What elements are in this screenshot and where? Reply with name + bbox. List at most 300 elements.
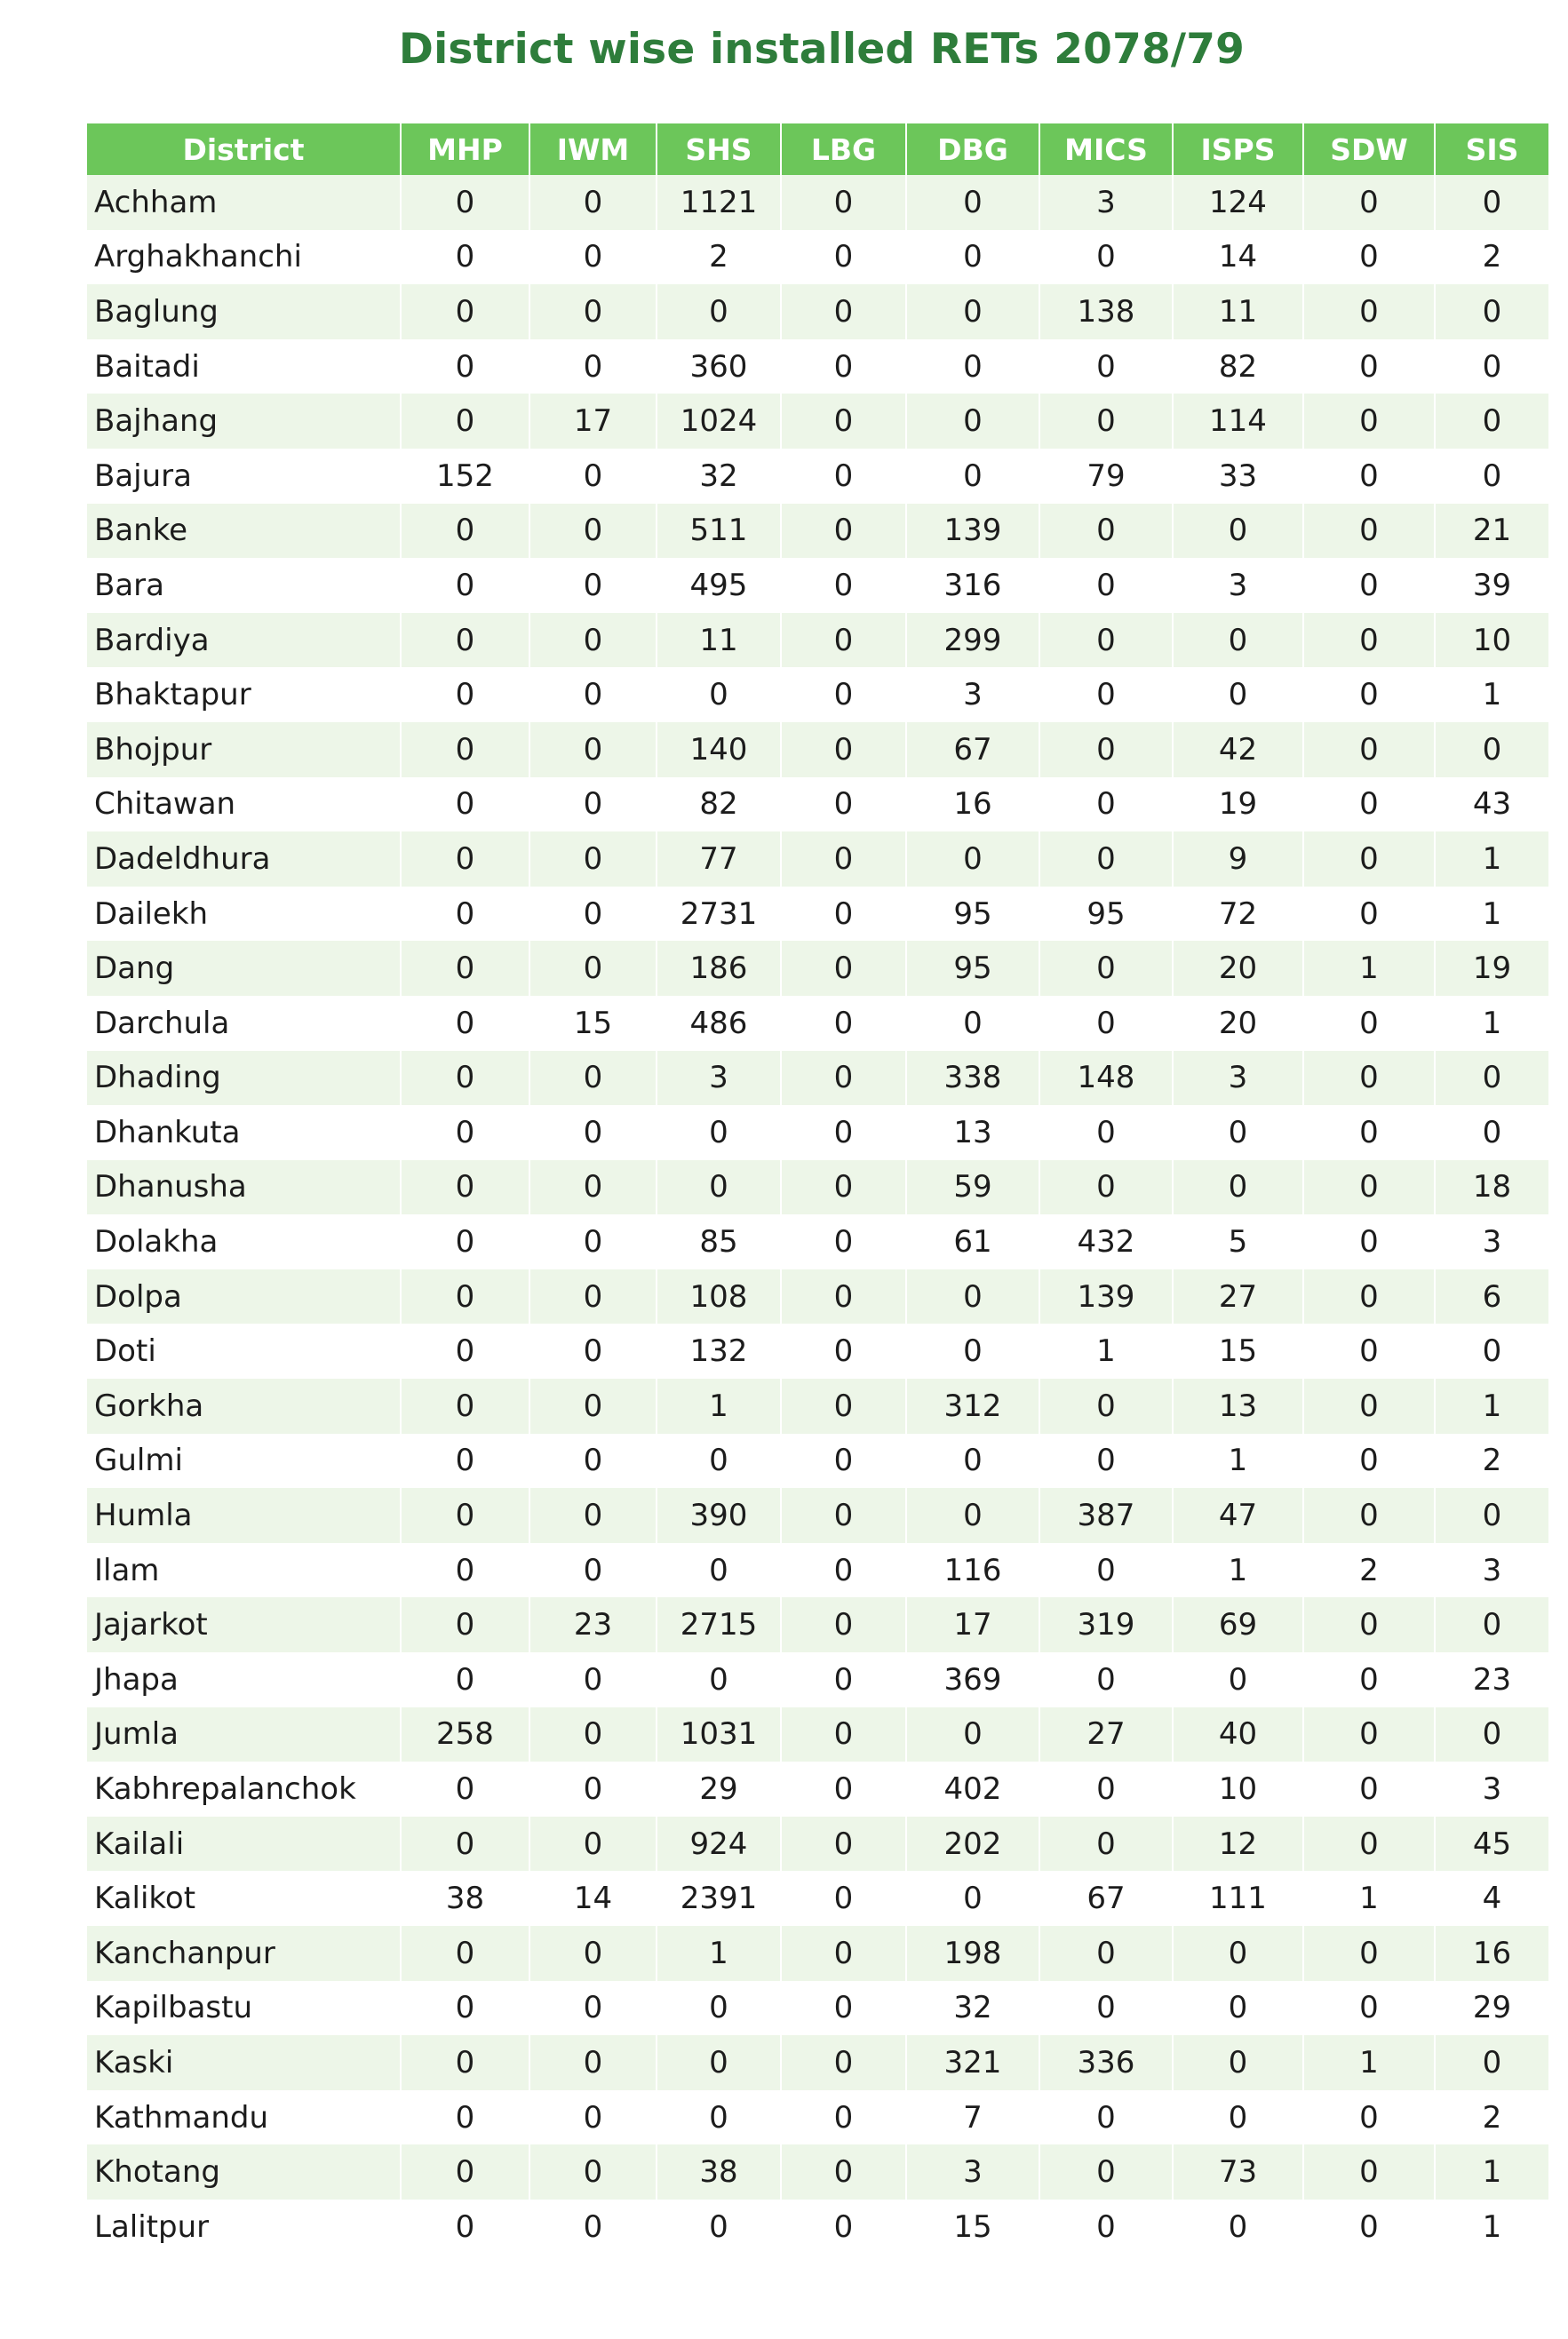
value-cell-dbg: 7 (906, 2090, 1039, 2145)
value-cell-sis: 18 (1435, 1160, 1548, 1215)
value-cell-sis: 10 (1435, 613, 1548, 668)
district-cell: Jumla (87, 1707, 401, 1762)
column-header-mhp: MHP (401, 123, 529, 175)
value-cell-shs: 77 (657, 831, 781, 887)
table-row (87, 175, 1548, 230)
value-cell-lbg: 0 (781, 1051, 906, 1106)
value-cell-dbg: 61 (906, 1214, 1039, 1269)
table-row (87, 613, 1548, 668)
district-cell: Bhaktapur (87, 667, 401, 722)
value-cell-isps: 3 (1173, 558, 1303, 613)
table-row (87, 831, 1548, 887)
district-cell: Dhanusha (87, 1160, 401, 1215)
value-cell-iwm: 0 (529, 175, 657, 230)
table-row (87, 996, 1548, 1051)
value-cell-mhp: 0 (401, 777, 529, 832)
table-header-row (87, 123, 1548, 175)
value-cell-sdw: 0 (1303, 2090, 1435, 2145)
value-cell-mics: 0 (1039, 996, 1173, 1051)
value-cell-shs: 2391 (657, 1871, 781, 1926)
district-cell: Dang (87, 941, 401, 996)
value-cell-shs: 1 (657, 1926, 781, 1981)
table-row (87, 941, 1548, 996)
value-cell-dbg: 32 (906, 1981, 1039, 2036)
value-cell-sdw: 0 (1303, 394, 1435, 449)
district-cell: Gulmi (87, 1434, 401, 1489)
table-row (87, 1652, 1548, 1707)
value-cell-mics: 0 (1039, 1434, 1173, 1489)
value-cell-mics: 0 (1039, 230, 1173, 285)
value-cell-lbg: 0 (781, 613, 906, 668)
value-cell-dbg: 338 (906, 1051, 1039, 1106)
value-cell-iwm: 14 (529, 1871, 657, 1926)
value-cell-lbg: 0 (781, 996, 906, 1051)
value-cell-dbg: 402 (906, 1762, 1039, 1817)
value-cell-sis: 4 (1435, 1871, 1548, 1926)
district-cell: Dolpa (87, 1269, 401, 1325)
value-cell-lbg: 0 (781, 1652, 906, 1707)
value-cell-lbg: 0 (781, 831, 906, 887)
value-cell-iwm: 0 (529, 1214, 657, 1269)
value-cell-mhp: 0 (401, 284, 529, 339)
district-cell: Bardiya (87, 613, 401, 668)
value-cell-iwm: 17 (529, 394, 657, 449)
value-cell-iwm: 0 (529, 1324, 657, 1379)
value-cell-isps: 40 (1173, 1707, 1303, 1762)
value-cell-shs: 0 (657, 1434, 781, 1489)
value-cell-sdw: 0 (1303, 887, 1435, 942)
value-cell-lbg: 0 (781, 175, 906, 230)
value-cell-mhp: 38 (401, 1871, 529, 1926)
value-cell-mics: 0 (1039, 941, 1173, 996)
column-header-dbg: DBG (906, 123, 1039, 175)
value-cell-shs: 186 (657, 941, 781, 996)
value-cell-sis: 19 (1435, 941, 1548, 996)
value-cell-isps: 82 (1173, 339, 1303, 394)
table-row (87, 1597, 1548, 1652)
district-cell: Bhojpur (87, 722, 401, 777)
value-cell-shs: 38 (657, 2144, 781, 2200)
value-cell-sis: 1 (1435, 887, 1548, 942)
value-cell-sis: 45 (1435, 1817, 1548, 1872)
value-cell-iwm: 0 (529, 1051, 657, 1106)
value-cell-lbg: 0 (781, 2090, 906, 2145)
value-cell-lbg: 0 (781, 2144, 906, 2200)
value-cell-mics: 0 (1039, 1379, 1173, 1434)
value-cell-dbg: 0 (906, 831, 1039, 887)
value-cell-isps: 11 (1173, 284, 1303, 339)
value-cell-dbg: 0 (906, 1871, 1039, 1926)
value-cell-lbg: 0 (781, 449, 906, 504)
value-cell-sdw: 1 (1303, 2035, 1435, 2090)
value-cell-mhp: 0 (401, 1434, 529, 1489)
value-cell-isps: 5 (1173, 1214, 1303, 1269)
value-cell-mhp: 0 (401, 1981, 529, 2036)
value-cell-isps: 0 (1173, 1926, 1303, 1981)
value-cell-sdw: 0 (1303, 831, 1435, 887)
district-cell: Humla (87, 1488, 401, 1543)
value-cell-shs: 132 (657, 1324, 781, 1379)
value-cell-mics: 387 (1039, 1488, 1173, 1543)
value-cell-dbg: 0 (906, 1707, 1039, 1762)
value-cell-shs: 1024 (657, 394, 781, 449)
district-cell: Dolakha (87, 1214, 401, 1269)
value-cell-iwm: 0 (529, 941, 657, 996)
value-cell-lbg: 0 (781, 1488, 906, 1543)
table-row (87, 887, 1548, 942)
table-row (87, 1817, 1548, 1872)
value-cell-sdw: 0 (1303, 230, 1435, 285)
value-cell-lbg: 0 (781, 1597, 906, 1652)
table-row (87, 777, 1548, 832)
value-cell-shs: 0 (657, 1543, 781, 1598)
value-cell-sis: 0 (1435, 1324, 1548, 1379)
table-row (87, 2035, 1548, 2090)
value-cell-isps: 0 (1173, 1160, 1303, 1215)
value-cell-lbg: 0 (781, 1160, 906, 1215)
district-cell: Dadeldhura (87, 831, 401, 887)
value-cell-sis: 1 (1435, 996, 1548, 1051)
value-cell-mhp: 0 (401, 504, 529, 559)
value-cell-lbg: 0 (781, 1105, 906, 1160)
value-cell-iwm: 0 (529, 504, 657, 559)
value-cell-lbg: 0 (781, 339, 906, 394)
value-cell-sdw: 0 (1303, 1597, 1435, 1652)
value-cell-mhp: 0 (401, 996, 529, 1051)
value-cell-mics: 0 (1039, 1817, 1173, 1872)
district-cell: Achham (87, 175, 401, 230)
value-cell-dbg: 198 (906, 1926, 1039, 1981)
value-cell-sis: 21 (1435, 504, 1548, 559)
value-cell-dbg: 95 (906, 941, 1039, 996)
value-cell-lbg: 0 (781, 941, 906, 996)
value-cell-dbg: 321 (906, 2035, 1039, 2090)
value-cell-isps: 111 (1173, 1871, 1303, 1926)
value-cell-sis: 6 (1435, 1269, 1548, 1325)
value-cell-dbg: 0 (906, 449, 1039, 504)
district-cell: Gorkha (87, 1379, 401, 1434)
value-cell-sdw: 0 (1303, 1817, 1435, 1872)
district-cell: Kapilbastu (87, 1981, 401, 2036)
value-cell-sis: 1 (1435, 667, 1548, 722)
column-header-lbg: LBG (781, 123, 906, 175)
value-cell-mics: 336 (1039, 2035, 1173, 2090)
value-cell-sdw: 0 (1303, 2200, 1435, 2255)
value-cell-iwm: 0 (529, 1105, 657, 1160)
value-cell-mhp: 0 (401, 831, 529, 887)
value-cell-shs: 390 (657, 1488, 781, 1543)
column-header-mics: MICS (1039, 123, 1173, 175)
value-cell-lbg: 0 (781, 1324, 906, 1379)
value-cell-sdw: 0 (1303, 613, 1435, 668)
value-cell-shs: 3 (657, 1051, 781, 1106)
value-cell-isps: 14 (1173, 230, 1303, 285)
value-cell-iwm: 15 (529, 996, 657, 1051)
district-cell: Bara (87, 558, 401, 613)
value-cell-dbg: 67 (906, 722, 1039, 777)
value-cell-mics: 138 (1039, 284, 1173, 339)
value-cell-mhp: 0 (401, 722, 529, 777)
district-cell: Bajura (87, 449, 401, 504)
value-cell-isps: 13 (1173, 1379, 1303, 1434)
value-cell-sis: 3 (1435, 1543, 1548, 1598)
value-cell-sdw: 0 (1303, 339, 1435, 394)
value-cell-iwm: 0 (529, 1379, 657, 1434)
value-cell-sdw: 0 (1303, 175, 1435, 230)
value-cell-dbg: 316 (906, 558, 1039, 613)
value-cell-dbg: 3 (906, 667, 1039, 722)
value-cell-mics: 0 (1039, 831, 1173, 887)
value-cell-mics: 27 (1039, 1707, 1173, 1762)
ret-table (87, 123, 1548, 2255)
value-cell-lbg: 0 (781, 777, 906, 832)
value-cell-mics: 0 (1039, 2090, 1173, 2145)
value-cell-sdw: 0 (1303, 449, 1435, 504)
value-cell-shs: 2 (657, 230, 781, 285)
district-cell: Bajhang (87, 394, 401, 449)
value-cell-sdw: 0 (1303, 1269, 1435, 1325)
value-cell-mhp: 0 (401, 613, 529, 668)
value-cell-shs: 140 (657, 722, 781, 777)
value-cell-mhp: 0 (401, 1324, 529, 1379)
table-row (87, 2200, 1548, 2255)
value-cell-dbg: 17 (906, 1597, 1039, 1652)
value-cell-sdw: 0 (1303, 667, 1435, 722)
value-cell-shs: 2715 (657, 1597, 781, 1652)
table-row (87, 284, 1548, 339)
value-cell-isps: 42 (1173, 722, 1303, 777)
value-cell-mhp: 0 (401, 1543, 529, 1598)
value-cell-lbg: 0 (781, 1707, 906, 1762)
value-cell-dbg: 369 (906, 1652, 1039, 1707)
value-cell-sdw: 0 (1303, 1105, 1435, 1160)
value-cell-iwm: 0 (529, 777, 657, 832)
district-cell: Dhading (87, 1051, 401, 1106)
value-cell-sis: 1 (1435, 2144, 1548, 2200)
value-cell-isps: 114 (1173, 394, 1303, 449)
value-cell-sis: 0 (1435, 449, 1548, 504)
table-row (87, 1269, 1548, 1325)
value-cell-sis: 2 (1435, 1434, 1548, 1489)
district-cell: Kabhrepalanchok (87, 1762, 401, 1817)
value-cell-mhp: 0 (401, 2090, 529, 2145)
value-cell-isps: 0 (1173, 613, 1303, 668)
value-cell-mhp: 0 (401, 175, 529, 230)
table-row (87, 394, 1548, 449)
value-cell-mics: 0 (1039, 394, 1173, 449)
value-cell-mics: 0 (1039, 1652, 1173, 1707)
value-cell-shs: 360 (657, 339, 781, 394)
value-cell-mics: 79 (1039, 449, 1173, 504)
value-cell-isps: 124 (1173, 175, 1303, 230)
district-cell: Baitadi (87, 339, 401, 394)
district-cell: Chitawan (87, 777, 401, 832)
value-cell-sdw: 0 (1303, 504, 1435, 559)
value-cell-sis: 2 (1435, 230, 1548, 285)
value-cell-mics: 67 (1039, 1871, 1173, 1926)
value-cell-mhp: 0 (401, 2144, 529, 2200)
value-cell-mics: 95 (1039, 887, 1173, 942)
value-cell-sis: 3 (1435, 1214, 1548, 1269)
value-cell-iwm: 0 (529, 1926, 657, 1981)
value-cell-mhp: 0 (401, 941, 529, 996)
value-cell-mhp: 0 (401, 1105, 529, 1160)
value-cell-sis: 2 (1435, 2090, 1548, 2145)
value-cell-shs: 486 (657, 996, 781, 1051)
value-cell-dbg: 299 (906, 613, 1039, 668)
value-cell-mics: 0 (1039, 722, 1173, 777)
value-cell-mhp: 0 (401, 887, 529, 942)
value-cell-dbg: 202 (906, 1817, 1039, 1872)
value-cell-isps: 9 (1173, 831, 1303, 887)
value-cell-iwm: 0 (529, 1707, 657, 1762)
value-cell-isps: 0 (1173, 504, 1303, 559)
value-cell-lbg: 0 (781, 1269, 906, 1325)
value-cell-isps: 1 (1173, 1543, 1303, 1598)
column-header-isps: ISPS (1173, 123, 1303, 175)
table-row (87, 667, 1548, 722)
value-cell-sdw: 0 (1303, 1488, 1435, 1543)
value-cell-shs: 108 (657, 1269, 781, 1325)
value-cell-shs: 29 (657, 1762, 781, 1817)
value-cell-mics: 0 (1039, 2200, 1173, 2255)
value-cell-sis: 16 (1435, 1926, 1548, 1981)
district-cell: Banke (87, 504, 401, 559)
value-cell-isps: 73 (1173, 2144, 1303, 2200)
district-cell: Kanchanpur (87, 1926, 401, 1981)
value-cell-lbg: 0 (781, 1214, 906, 1269)
value-cell-sis: 0 (1435, 394, 1548, 449)
value-cell-iwm: 0 (529, 1160, 657, 1215)
value-cell-isps: 19 (1173, 777, 1303, 832)
value-cell-iwm: 0 (529, 1269, 657, 1325)
value-cell-lbg: 0 (781, 722, 906, 777)
value-cell-mhp: 0 (401, 1652, 529, 1707)
value-cell-mics: 0 (1039, 667, 1173, 722)
table-row (87, 449, 1548, 504)
value-cell-mics: 0 (1039, 1160, 1173, 1215)
table-row (87, 339, 1548, 394)
value-cell-sdw: 0 (1303, 1324, 1435, 1379)
value-cell-iwm: 0 (529, 339, 657, 394)
value-cell-iwm: 0 (529, 284, 657, 339)
value-cell-iwm: 23 (529, 1597, 657, 1652)
district-cell: Darchula (87, 996, 401, 1051)
table-row (87, 1926, 1548, 1981)
value-cell-dbg: 0 (906, 996, 1039, 1051)
district-cell: Kailali (87, 1817, 401, 1872)
value-cell-isps: 27 (1173, 1269, 1303, 1325)
value-cell-lbg: 0 (781, 1762, 906, 1817)
value-cell-sis: 0 (1435, 284, 1548, 339)
table-row (87, 2144, 1548, 2200)
value-cell-shs: 11 (657, 613, 781, 668)
value-cell-mhp: 0 (401, 1597, 529, 1652)
value-cell-iwm: 0 (529, 1762, 657, 1817)
table-row (87, 1214, 1548, 1269)
value-cell-mics: 0 (1039, 1105, 1173, 1160)
value-cell-dbg: 0 (906, 339, 1039, 394)
value-cell-mics: 148 (1039, 1051, 1173, 1106)
table-row (87, 1379, 1548, 1434)
value-cell-lbg: 0 (781, 558, 906, 613)
value-cell-mics: 0 (1039, 1762, 1173, 1817)
value-cell-dbg: 312 (906, 1379, 1039, 1434)
value-cell-shs: 2731 (657, 887, 781, 942)
value-cell-lbg: 0 (781, 887, 906, 942)
value-cell-mhp: 0 (401, 230, 529, 285)
value-cell-shs: 511 (657, 504, 781, 559)
value-cell-isps: 10 (1173, 1762, 1303, 1817)
value-cell-sis: 0 (1435, 1488, 1548, 1543)
value-cell-lbg: 0 (781, 1817, 906, 1872)
value-cell-shs: 0 (657, 1105, 781, 1160)
value-cell-isps: 0 (1173, 1981, 1303, 2036)
value-cell-mhp: 258 (401, 1707, 529, 1762)
table-row (87, 1762, 1548, 1817)
district-cell: Jajarkot (87, 1597, 401, 1652)
district-cell: Jhapa (87, 1652, 401, 1707)
value-cell-isps: 47 (1173, 1488, 1303, 1543)
value-cell-mhp: 0 (401, 339, 529, 394)
value-cell-iwm: 0 (529, 2144, 657, 2200)
value-cell-shs: 0 (657, 284, 781, 339)
value-cell-iwm: 0 (529, 887, 657, 942)
value-cell-iwm: 0 (529, 1434, 657, 1489)
value-cell-mhp: 0 (401, 1488, 529, 1543)
value-cell-iwm: 0 (529, 1981, 657, 2036)
table-row (87, 504, 1548, 559)
value-cell-shs: 0 (657, 1160, 781, 1215)
value-cell-isps: 69 (1173, 1597, 1303, 1652)
value-cell-iwm: 0 (529, 2035, 657, 2090)
value-cell-isps: 12 (1173, 1817, 1303, 1872)
district-cell: Kaski (87, 2035, 401, 2090)
value-cell-lbg: 0 (781, 284, 906, 339)
value-cell-mhp: 0 (401, 558, 529, 613)
value-cell-dbg: 116 (906, 1543, 1039, 1598)
value-cell-mhp: 0 (401, 1817, 529, 1872)
value-cell-lbg: 0 (781, 2200, 906, 2255)
value-cell-iwm: 0 (529, 1817, 657, 1872)
value-cell-sdw: 1 (1303, 1871, 1435, 1926)
value-cell-iwm: 0 (529, 613, 657, 668)
district-cell: Doti (87, 1324, 401, 1379)
district-cell: Lalitpur (87, 2200, 401, 2255)
value-cell-mics: 432 (1039, 1214, 1173, 1269)
value-cell-shs: 1121 (657, 175, 781, 230)
value-cell-sis: 0 (1435, 1105, 1548, 1160)
table-row (87, 1871, 1548, 1926)
value-cell-iwm: 0 (529, 2200, 657, 2255)
value-cell-mics: 0 (1039, 1981, 1173, 2036)
value-cell-mics: 139 (1039, 1269, 1173, 1325)
table-row (87, 1324, 1548, 1379)
table-row (87, 230, 1548, 285)
value-cell-sis: 1 (1435, 831, 1548, 887)
value-cell-sdw: 0 (1303, 1762, 1435, 1817)
value-cell-sdw: 0 (1303, 558, 1435, 613)
value-cell-sis: 0 (1435, 2035, 1548, 2090)
value-cell-sis: 29 (1435, 1981, 1548, 2036)
value-cell-lbg: 0 (781, 1434, 906, 1489)
value-cell-lbg: 0 (781, 1543, 906, 1598)
value-cell-dbg: 0 (906, 1488, 1039, 1543)
value-cell-mics: 0 (1039, 2144, 1173, 2200)
value-cell-shs: 82 (657, 777, 781, 832)
column-header-iwm: IWM (529, 123, 657, 175)
table-row (87, 1434, 1548, 1489)
